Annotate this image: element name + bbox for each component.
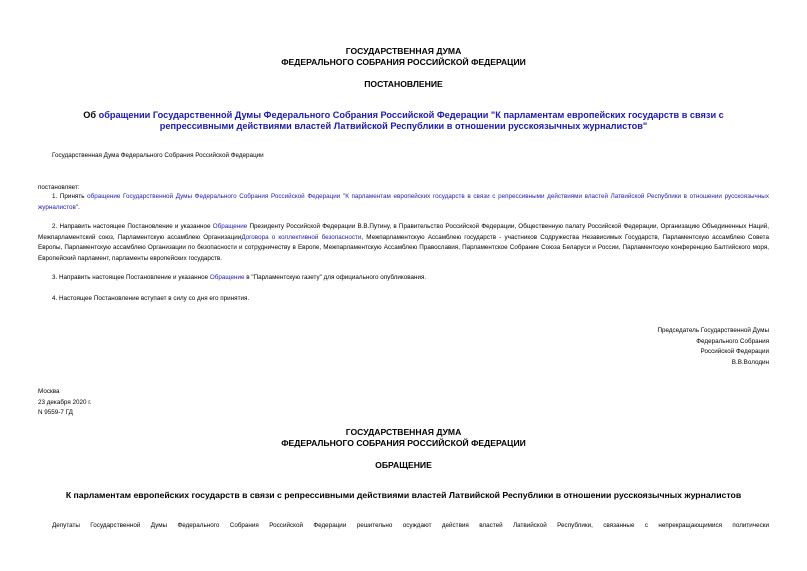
issue-number: N 9559-7 ГД xyxy=(38,409,73,417)
signature-block xyxy=(520,326,769,368)
p1-link[interactable]: обращение Государственной Думы Федерального Собрания Российской Федерации "К парламентам европейских государств в связи с репрессивными действиями властей Латвийской Республики в отношении русскоязычных журналистов" xyxy=(38,193,769,211)
decree-title-link[interactable]: обращении Государственной Думы Федерального Собрания Российской Федерации "К парламентам европейских государств в связи с репрессивными действиями властей Латвийской Республики в отношении русскоязычных журналистов" xyxy=(98,110,724,131)
signature-line: Российской Федерации xyxy=(700,348,769,356)
doc-type-heading: ПОСТАНОВЛЕНИЕ xyxy=(364,79,443,89)
preamble: Государственная Дума Федерального Собрания Российской Федерации xyxy=(52,152,264,159)
org-name-line2: ФЕДЕРАЛЬНОГО СОБРАНИЯ РОССИЙСКОЙ ФЕДЕРАЦИИ xyxy=(281,57,526,67)
issue-info xyxy=(38,387,238,419)
p3-prefix: 3. Направить настоящее Постановление и указанное xyxy=(52,274,210,281)
p2-link-appeal[interactable]: Обращение xyxy=(212,223,248,230)
appeal-title: К парламентам европейских государств в связи с репрессивными действиями властей Латвийской Республики в отношении русскоязычных журналистов xyxy=(65,490,742,500)
paragraph-2 xyxy=(38,222,769,264)
p1-suffix: . xyxy=(78,203,80,211)
paragraph-4: 4. Настоящее Постановление вступает в силу со дня его принятия. xyxy=(52,295,250,302)
issue-date: 23 декабря 2020 г. xyxy=(38,398,92,406)
decree-title-prefix: Об xyxy=(83,110,99,120)
paragraph-1 xyxy=(38,192,769,213)
p1-prefix: 1. Принять xyxy=(52,193,88,200)
decree-title xyxy=(52,110,755,132)
p2-mid: Президенту Российской Федерации В.В.Путину, в Правительство Российской Федерации, Общественную палату Российской Федерации, Организацию Объединенных Наций, Межпарламентский союз, Парламентскую ассамблею Организации xyxy=(38,223,769,241)
signature-line: Федерального Собрания xyxy=(696,337,769,345)
p3-suffix: в "Парламентскую газету" для официального опубликования. xyxy=(244,274,427,281)
p2-suffix: , Межпарламентскую Ассамблею государств - участников Содружества Независимых Государств, Парламентскую ассамблею Совета Европы, Парламентскую ассамблею Организации по безопасности и сотрудничеству в Европе, Межпарламентскую Ассамблею Православия, Парламентское Собрание Союза Беларуси и России, Парламентскую конференцию Балтийского моря, Европейский парламент, парламенты европейских государств. xyxy=(38,233,769,262)
appeal-org-line1: ГОСУДАРСТВЕННАЯ ДУМА xyxy=(345,427,462,437)
signature-name: В.В.Володин xyxy=(731,358,769,366)
resolves-word: постановляет: xyxy=(38,184,80,191)
org-name-line1: ГОСУДАРСТВЕННАЯ ДУМА xyxy=(345,46,462,56)
p2-link-treaty[interactable]: Договора о коллективной безопасности xyxy=(241,233,362,241)
appeal-body-start: Депутаты Государственной Думы Федерального Собрания Российской Федерации решительно осуждают действия властей Латвийской Республики, связанные с непрекращающимися политически xyxy=(52,522,769,529)
issue-place: Москва xyxy=(38,388,60,395)
p2-prefix: 2. Направить настоящее Постановление и указанное xyxy=(52,223,213,230)
signature-line: Председатель Государственной Думы xyxy=(657,327,769,334)
p3-link[interactable]: Обращение xyxy=(209,274,245,281)
appeal-doc-type: ОБРАЩЕНИЕ xyxy=(375,460,432,470)
appeal-org-line2: ФЕДЕРАЛЬНОГО СОБРАНИЯ РОССИЙСКОЙ ФЕДЕРАЦИИ xyxy=(281,438,526,448)
paragraph-3 xyxy=(38,273,769,284)
